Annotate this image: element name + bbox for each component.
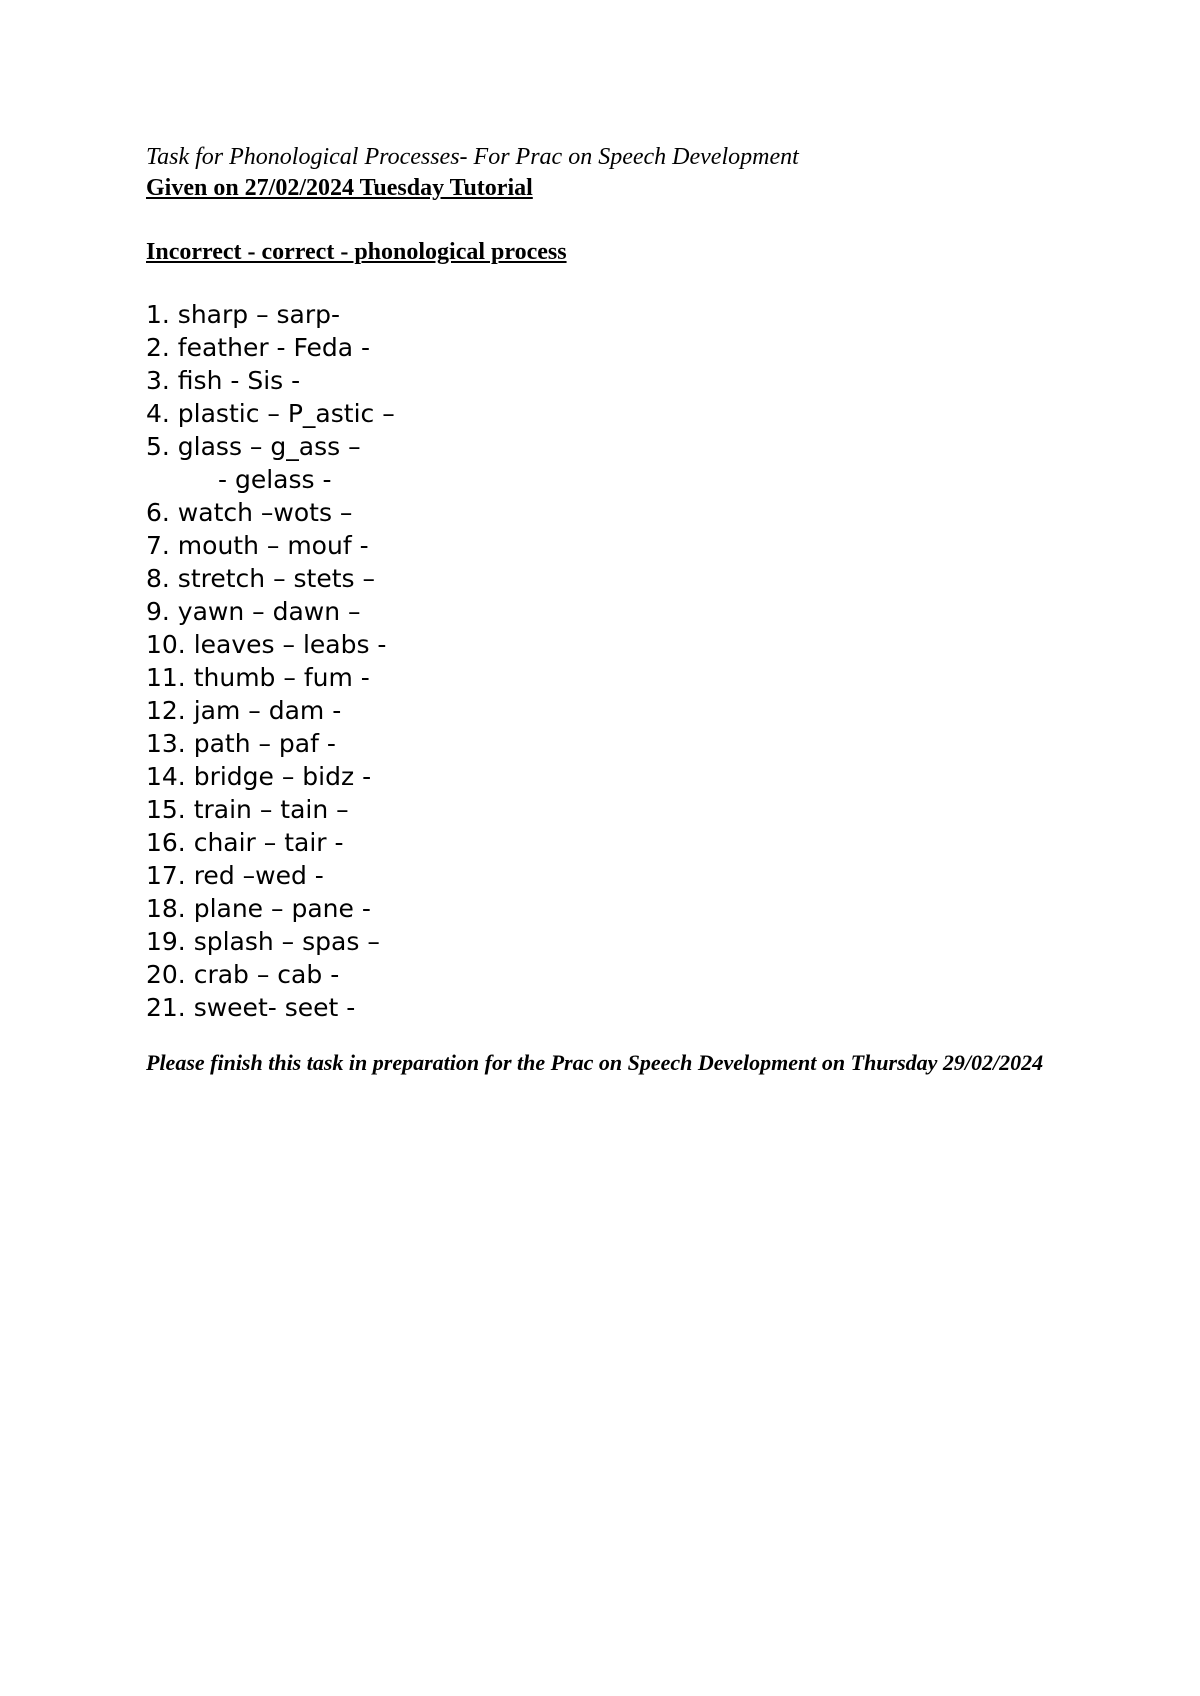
list-item: 11. thumb – fum - <box>146 663 370 692</box>
list-item: 21. sweet- seet - <box>146 993 356 1022</box>
list-item: 8. stretch – stets – <box>146 564 376 593</box>
list-item: 5. glass – g_ass – <box>146 432 361 461</box>
list-item: 10. leaves – leabs - <box>146 630 387 659</box>
list-item: 7. mouth – mouf - <box>146 531 369 560</box>
list-item: 19. splash – spas – <box>146 927 380 956</box>
list-item: 14. bridge – bidz - <box>146 762 372 791</box>
list-item: 1. sharp – sarp- <box>146 300 341 329</box>
list-item: 4. plastic – P_astic – <box>146 399 395 428</box>
list-item: 20. crab – cab - <box>146 960 340 989</box>
task-subtitle: Task for Phonological Processes- For Prac on Speech Development <box>146 144 799 170</box>
list-item: 6. watch –wots – <box>146 498 353 527</box>
list-item: 16. chair – tair - <box>146 828 344 857</box>
document-page <box>146 142 1046 1077</box>
word-list <box>146 298 1046 1024</box>
list-item: 15. train – tain – <box>146 795 349 824</box>
given-date-heading: Given on 27/02/2024 Tuesday Tutorial <box>146 175 533 201</box>
list-item: 17. red –wed - <box>146 861 324 890</box>
list-item: 12. jam – dam - <box>146 696 342 725</box>
list-item-continuation: - gelass - <box>218 465 332 494</box>
list-item: 9. yawn – dawn – <box>146 597 361 626</box>
list-item: 2. feather - Feda - <box>146 333 371 362</box>
column-header: Incorrect - correct - phonological process <box>146 239 567 265</box>
list-item: 13. path – paf - <box>146 729 336 758</box>
list-item: 18. plane – pane - <box>146 894 371 923</box>
list-item: 3. fish - Sis - <box>146 366 301 395</box>
footer-instruction: Please finish this task in preparation for the Prac on Speech Development on Thursday 29/02/2024 <box>146 1050 1044 1075</box>
